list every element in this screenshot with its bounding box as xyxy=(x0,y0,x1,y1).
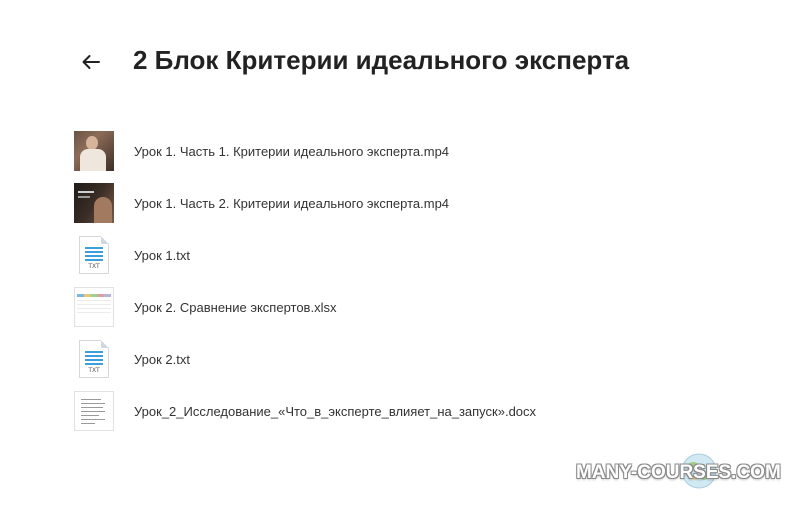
list-item[interactable] xyxy=(74,229,734,281)
list-item[interactable] xyxy=(74,125,734,177)
file-name: Урок 2. Сравнение экспертов.xlsx xyxy=(134,299,337,315)
watermark: MANY-COURSES.COM xyxy=(576,462,781,483)
txt-file-icon: TXT xyxy=(74,339,114,379)
back-button[interactable] xyxy=(78,49,104,75)
file-name: Урок_2_Исследование_«Что_в_эксперте_влияет_на_запуск».docx xyxy=(134,403,537,419)
arrow-left-icon xyxy=(81,54,101,70)
txt-file-icon: TXT xyxy=(74,235,114,275)
page-title: 2 Блок Критерии идеального эксперта xyxy=(133,45,630,75)
list-item[interactable] xyxy=(74,385,734,437)
list-item[interactable] xyxy=(74,177,734,229)
list-item[interactable] xyxy=(74,333,734,385)
list-item[interactable] xyxy=(74,281,734,333)
file-name: Урок 1. Часть 1. Критерии идеального эксперта.mp4 xyxy=(134,143,450,159)
document-thumbnail xyxy=(74,391,114,431)
video-thumbnail xyxy=(74,183,114,223)
file-name: Урок 1.txt xyxy=(134,247,190,263)
spreadsheet-thumbnail xyxy=(74,287,114,327)
file-list xyxy=(74,125,734,437)
video-thumbnail xyxy=(74,131,114,171)
file-name: Урок 2.txt xyxy=(134,351,190,367)
file-name: Урок 1. Часть 2. Критерии идеального эксперта.mp4 xyxy=(134,195,450,211)
